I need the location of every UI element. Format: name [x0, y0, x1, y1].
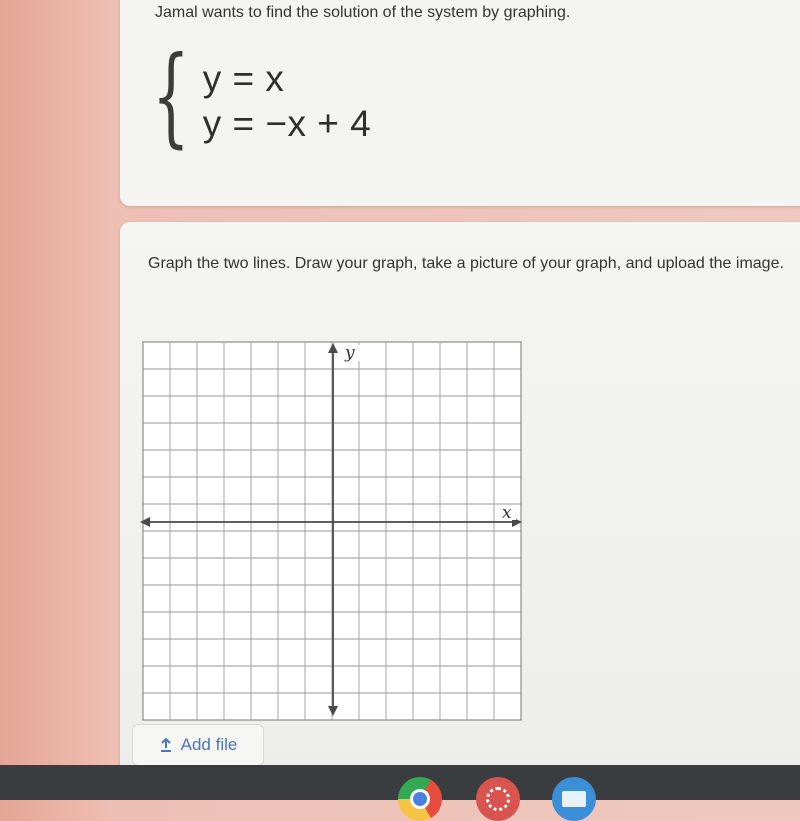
answer-instructions: Graph the two lines. Draw your graph, take a picture of your graph, and upload the image. — [148, 255, 784, 272]
grid-lines — [143, 342, 521, 720]
app-icon[interactable] — [552, 777, 596, 821]
question-prompt: Jamal wants to find the solution of the system by graphing. — [155, 4, 571, 21]
x-axis-label: x — [502, 503, 512, 523]
add-file-label: Add file — [180, 735, 238, 754]
taskbar — [0, 765, 800, 800]
y-axis-label: y — [345, 343, 355, 363]
paint-icon[interactable] — [476, 777, 520, 821]
equation-1: y = x — [202, 58, 285, 99]
add-file-button[interactable] — [132, 724, 264, 766]
answer-card — [120, 222, 800, 782]
equation-system — [152, 34, 452, 159]
coordinate-grid-svg — [136, 337, 526, 722]
upload-icon — [159, 737, 173, 753]
chrome-icon[interactable] — [398, 777, 442, 821]
question-card — [120, 0, 800, 206]
brace-icon: { — [152, 34, 190, 159]
coordinate-grid — [136, 337, 526, 727]
equation-2: y = −x + 4 — [202, 103, 372, 144]
